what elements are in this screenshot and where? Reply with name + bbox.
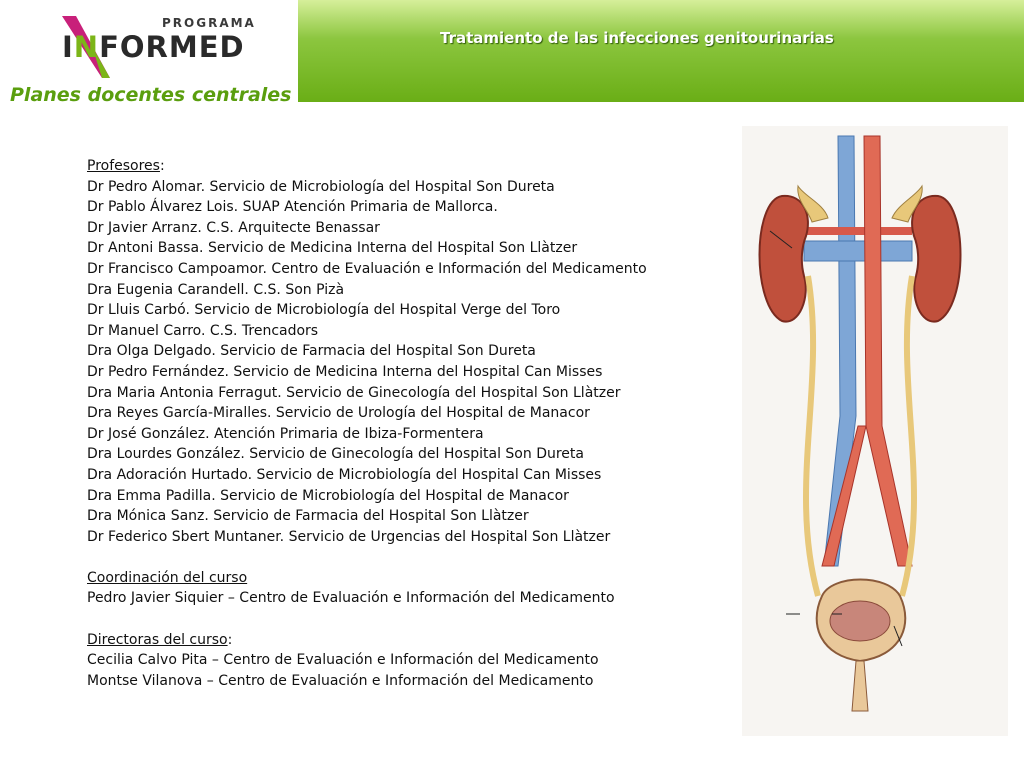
list-item: Cecilia Calvo Pita – Centro de Evaluación e Información del Medicamento: [87, 652, 599, 669]
list-item: Dr Antoni Bassa. Servicio de Medicina Interna del Hospital Son Llàtzer: [87, 240, 578, 257]
list-item: Dr José González. Atención Primaria de Ibiza-Formentera: [87, 425, 484, 442]
coordinacion-heading: Coordinación del curso: [87, 569, 248, 586]
list-item: Dra Emma Padilla. Servicio de Microbiología del Hospital de Manacor: [87, 487, 569, 504]
list-item: Montse Vilanova – Centro de Evaluación e Información del Medicamento: [87, 672, 594, 689]
course-staff-list: [87, 156, 727, 691]
profesores-heading: Profesores: [87, 158, 160, 174]
list-item: Dra Adoración Hurtado. Servicio de Microbiología del Hospital Can Misses: [87, 466, 602, 483]
list-item: Dr Manuel Carro. C.S. Trencadors: [87, 322, 319, 339]
directoras-heading-line: [87, 630, 727, 651]
logo-area: [0, 0, 298, 82]
list-item: Dra Lourdes González. Servicio de Ginecología del Hospital Son Dureta: [87, 446, 584, 463]
profesores-colon: :: [159, 158, 165, 174]
logo-top-word: PROGRAMA: [162, 16, 256, 30]
spacer: [87, 547, 727, 568]
coordinacion-heading-line: [87, 568, 727, 589]
logo-brand-prefix: I: [62, 30, 74, 64]
list-item: Dr Pedro Fernández. Servicio de Medicina Interna del Hospital Can Misses: [87, 363, 603, 380]
page-subtitle: Planes docentes centrales: [10, 84, 292, 106]
urinary-system-illustration: [742, 126, 1008, 736]
list-item: Dra Reyes García-Miralles. Servicio de Urología del Hospital de Manacor: [87, 405, 590, 422]
informed-logo: [62, 16, 256, 78]
directoras-colon: :: [227, 631, 233, 648]
list-item: Pedro Javier Siquier – Centro de Evaluación e Información del Medicamento: [87, 590, 615, 607]
slide-title: Tratamiento de las infecciones genitourinarias: [440, 29, 834, 47]
list-item: Dra Mónica Sanz. Servicio de Farmacia del Hospital Son Llàtzer: [87, 508, 529, 525]
list-item: Dr Pablo Álvarez Lois. SUAP Atención Primaria de Mallorca.: [87, 199, 498, 216]
profesores-heading-line: [87, 156, 727, 177]
logo-brand-accent: N: [73, 30, 100, 64]
coordinacion-list: [87, 588, 727, 609]
list-item: Dra Eugenia Carandell. C.S. Son Pizà: [87, 281, 345, 298]
directoras-list: [87, 650, 727, 691]
list-item: Dr Pedro Alomar. Servicio de Microbiología del Hospital Son Dureta: [87, 178, 555, 195]
list-item: Dr Francisco Campoamor. Centro de Evaluación e Información del Medicamento: [87, 260, 647, 277]
list-item: Dr Federico Sbert Muntaner. Servicio de Urgencias del Hospital Son Llàtzer: [87, 528, 611, 545]
title-banner: [298, 0, 1024, 102]
list-item: Dra Maria Antonia Ferragut. Servicio de Ginecología del Hospital Son Llàtzer: [87, 384, 621, 401]
list-item: Dr Lluis Carbó. Servicio de Microbiología del Hospital Verge del Toro: [87, 302, 561, 319]
directoras-heading: Directoras del curso: [87, 631, 228, 648]
profesores-list: [87, 177, 727, 548]
logo-brand: [62, 30, 245, 64]
list-item: Dra Olga Delgado. Servicio de Farmacia del Hospital Son Dureta: [87, 343, 536, 360]
list-item: Dr Javier Arranz. C.S. Arquitecte Benassar: [87, 219, 380, 236]
logo-brand-suffix: FORMED: [99, 30, 245, 64]
spacer: [87, 609, 727, 630]
